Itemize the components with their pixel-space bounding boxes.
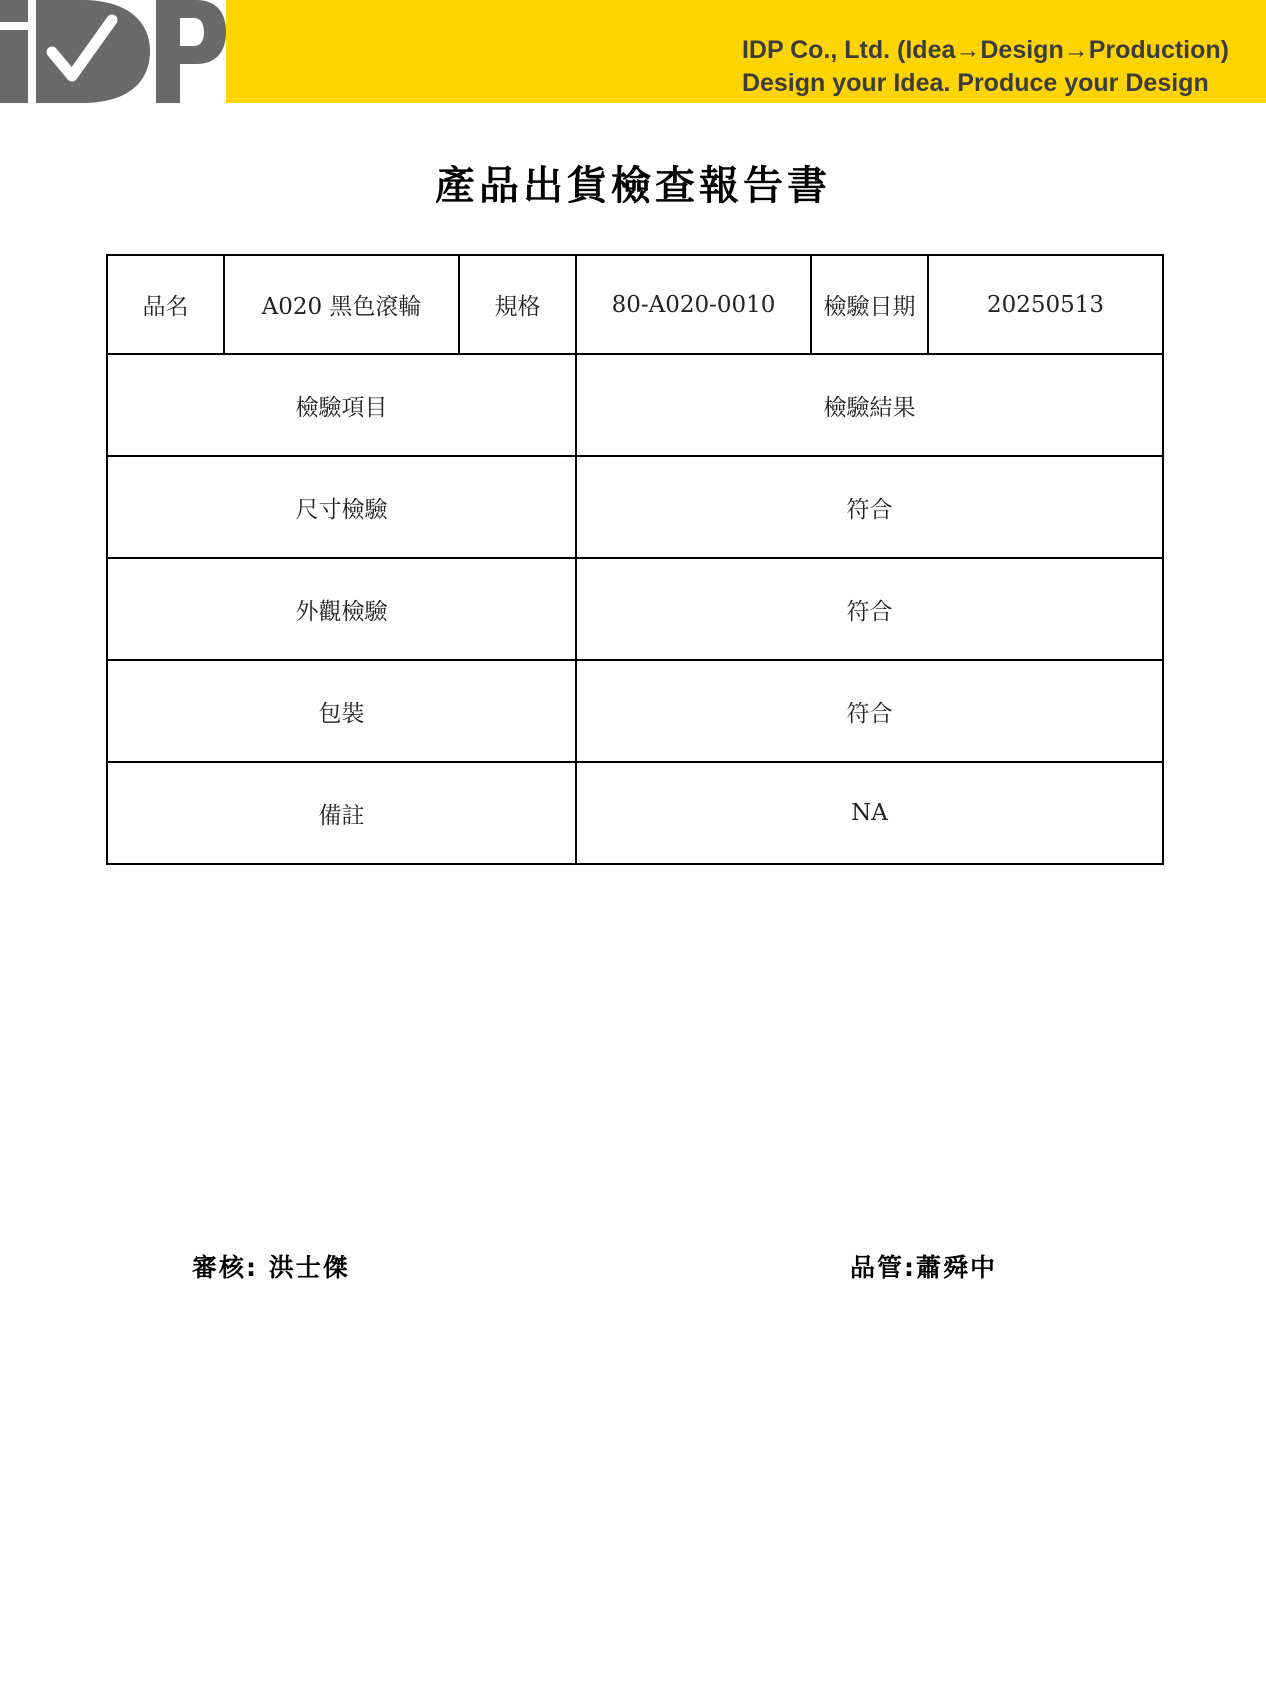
row-result: 符合 <box>576 558 1163 660</box>
row-result: 符合 <box>576 660 1163 762</box>
table-row <box>107 456 1163 558</box>
row-result: NA <box>576 762 1163 864</box>
idp-logo <box>0 0 226 103</box>
company-info <box>742 34 1229 100</box>
header <box>0 0 1266 103</box>
company-name: IDP Co., Ltd. (Idea→Design→Production) <box>741 36 1229 64</box>
col-header-item: 檢驗項目 <box>107 354 576 456</box>
info-row <box>107 255 1163 354</box>
row-item: 尺寸檢驗 <box>107 456 576 558</box>
spec-value: 80-A020-0010 <box>576 255 811 354</box>
company-slogan: Design your Idea. Produce your Design <box>741 69 1209 97</box>
row-item: 外觀檢驗 <box>107 558 576 660</box>
qc-signature: 品管:蕭舜中 <box>850 1253 997 1282</box>
date-value: 20250513 <box>928 255 1163 354</box>
row-result: 符合 <box>576 456 1163 558</box>
col-header-result: 檢驗結果 <box>576 354 1163 456</box>
spec-label: 規格 <box>459 255 576 354</box>
table-row <box>107 762 1163 864</box>
table-header-row <box>107 354 1163 456</box>
table-row <box>107 660 1163 762</box>
row-item: 備註 <box>107 762 576 864</box>
page-title: 產品出貨檢查報告書 <box>435 162 831 209</box>
row-item: 包裝 <box>107 660 576 762</box>
date-label: 檢驗日期 <box>811 255 928 354</box>
product-value: A020 黑色滾輪 <box>224 255 459 354</box>
table-row <box>107 558 1163 660</box>
product-label: 品名 <box>107 255 224 354</box>
inspection-table <box>106 254 1164 865</box>
reviewer-signature: 審核: 洪士傑 <box>192 1253 350 1282</box>
